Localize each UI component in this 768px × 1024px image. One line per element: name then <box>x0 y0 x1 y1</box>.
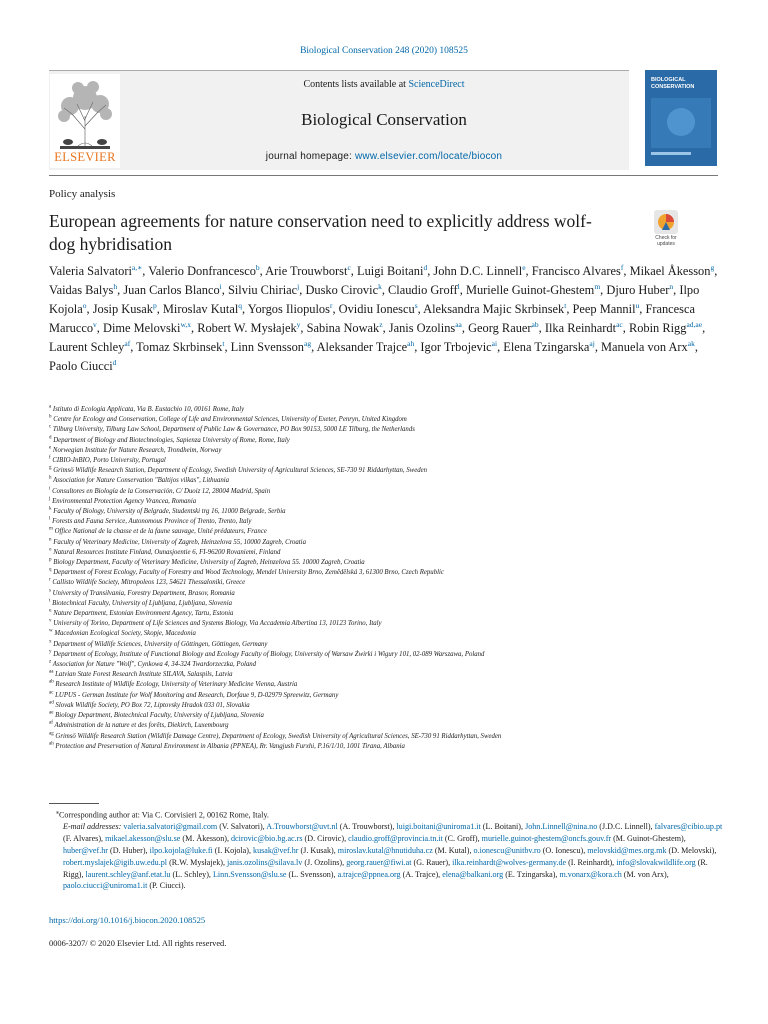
affiliation-item <box>49 405 729 415</box>
email-owner: (D. Cirovic) <box>302 834 345 844</box>
email-owner: (M. Åkesson) <box>180 834 227 844</box>
author-affiliation-mark[interactable]: b <box>255 262 260 272</box>
affiliation-text: Latvian State Forest Research Institute SILAVA, Salaspils, Latvia <box>53 671 233 679</box>
affiliation-item <box>49 609 729 619</box>
affiliation-item <box>49 680 729 690</box>
email-link[interactable]: ilka.reinhardt@wolves-germany.de <box>452 857 567 867</box>
affiliation-key: h <box>49 476 52 482</box>
affiliation-item <box>49 640 729 650</box>
affiliation-item <box>49 487 729 497</box>
email-link[interactable]: huber@vef.hr <box>63 846 108 856</box>
author-name[interactable]: Miroslav Kutal <box>162 301 239 316</box>
affiliation-text: Natural Resources Institute Finland, Ounasjoentie 6, FI-96200 Rovaniemi, Finland <box>51 548 281 556</box>
email-owner: (R.W. Mysłajek) <box>167 857 223 867</box>
contents-prefix: Contents lists available at <box>303 79 409 90</box>
affiliation-key: af <box>49 721 53 727</box>
author-name[interactable]: Dusko Cirovic <box>305 282 379 297</box>
author-name[interactable]: Francisco Alvares <box>531 264 621 278</box>
check-for-updates-badge[interactable] <box>646 210 686 250</box>
author-name[interactable]: Mikael Åkesson <box>629 264 711 278</box>
email-owner: (V. Salvatori) <box>217 822 263 832</box>
author-affiliation-mark[interactable]: t <box>222 338 225 348</box>
author-name[interactable]: Josip Kusak <box>92 301 153 316</box>
author-name[interactable]: Ilka Reinhardt <box>544 320 617 335</box>
email-link[interactable]: robert.myslajek@igib.uw.edu.pl <box>63 857 168 867</box>
affiliation-item <box>49 650 729 660</box>
email-link[interactable]: laurent.schley@anf.etat.lu <box>85 869 171 879</box>
author-affiliation-mark[interactable]: s <box>414 300 418 310</box>
affiliation-key: s <box>49 588 51 594</box>
author-affiliation-mark[interactable]: a,∗ <box>131 262 143 272</box>
badge-line2: updates <box>657 240 675 247</box>
email-owner: (D. Melovski) <box>666 846 715 856</box>
author-affiliation-mark[interactable]: z <box>379 319 383 329</box>
author-name[interactable]: Murielle Guinot-Ghestem <box>465 282 595 297</box>
affiliation-item <box>49 466 729 476</box>
email-link[interactable]: m.vonarx@kora.ch <box>559 869 622 879</box>
affiliation-text: Callisto Wildlife Society, Mitropoleos 123, 54621 Thessaloniki, Greece <box>50 579 246 587</box>
affiliation-text: Tilburg University, Tilburg Law School, Department of Public Law & Governance, PO Box 90153, 5000 LE Tilburg, the Netherlands <box>51 426 415 434</box>
email-owner: (M. von Arx) <box>621 869 667 879</box>
author-affiliation-mark[interactable]: w,x <box>180 319 191 329</box>
journal-title: Biological Conservation <box>301 110 467 129</box>
check-updates-icon <box>646 210 686 236</box>
author-affiliation-mark[interactable]: d <box>112 357 117 367</box>
author-affiliation-mark[interactable]: u <box>635 300 640 310</box>
email-owner: (L. Schley) <box>170 869 209 879</box>
author-name[interactable]: Luigi Boitani <box>357 264 424 278</box>
email-label: E-mail addresses: <box>63 822 124 832</box>
email-link[interactable]: melovskid@mes.org.mk <box>587 846 667 856</box>
affiliation-text: Association for Nature Conservation "Baltijos vilkas", Lithuania <box>51 477 230 485</box>
affiliation-text: Environmental Protection Agency Vrancea, Romania <box>50 497 197 505</box>
footnote-divider <box>49 803 99 804</box>
email-link[interactable]: kusak@vef.hr <box>253 846 299 856</box>
affiliation-key: ah <box>49 741 54 747</box>
affiliation-text: Protection and Preservation of Natural Environment in Albania (PPNEA), Rr. Vangjush Furxhi, P.16/1/10, 1001 Tirana, Albania <box>53 742 405 750</box>
email-link[interactable]: John.Linnell@nina.no <box>525 822 598 832</box>
author-name[interactable]: Linn Svensson <box>230 339 304 354</box>
affiliation-key: o <box>49 547 52 553</box>
affiliation-text: Biology Department, Faculty of Veterinary Medicine, University of Zagreb, Heinzelova 55. 10000 Zagreb, Croatia <box>51 559 365 567</box>
affiliation-text: Office National de la chasse et de la faune sauvage, Unité prédateurs, France <box>52 528 267 536</box>
author-affiliation-mark[interactable]: o <box>82 300 87 310</box>
affiliation-key: x <box>49 639 52 645</box>
affiliation-item <box>49 732 729 742</box>
email-link[interactable]: info@slovakwildlife.org <box>616 857 696 867</box>
email-owner: (J. Kusak) <box>298 846 334 856</box>
publisher-name: ELSEVIER <box>54 150 116 164</box>
author-affiliation-mark[interactable]: g <box>710 262 715 272</box>
affiliation-key: ag <box>49 731 54 737</box>
affiliation-item <box>49 558 729 568</box>
author-name[interactable]: Dime Melovski <box>103 320 181 335</box>
article-title: European agreements for nature conservation need to explicitly address wolf-dog hybridisation <box>49 211 592 254</box>
email-owner: (A. Trouwborst) <box>337 822 393 832</box>
affiliation-item <box>49 517 729 527</box>
affiliation-text: Association for Nature "Wolf", Cynkowa 4, 34-324 Twardorzeczka, Poland <box>51 661 257 669</box>
author-affiliation-mark[interactable]: ak <box>687 338 695 348</box>
author-name[interactable]: Laurent Schley <box>49 339 125 354</box>
email-link[interactable]: valeria.salvatori@gmail.com <box>123 822 218 832</box>
author-name[interactable]: Ilpo Kojola <box>49 282 700 316</box>
affiliation-key: j <box>49 496 51 502</box>
author-name[interactable]: Claudio Groff <box>388 282 458 297</box>
author-name[interactable]: Peep Mannil <box>572 301 636 316</box>
email-link[interactable]: georg.rauer@fiwi.at <box>346 857 412 867</box>
affiliation-text: Administration de la nature et des forêts, Diekirch, Luxembourg <box>52 722 229 730</box>
author-name[interactable]: Aleksander Trajce <box>316 339 408 354</box>
email-link[interactable]: miroslav.kutal@hnutiduha.cz <box>337 846 433 856</box>
affiliation-item <box>49 701 729 711</box>
email-owner: (F. Alvares) <box>63 834 102 844</box>
email-link[interactable]: janis.ozolins@silava.lv <box>227 857 303 867</box>
affiliation-text: Istituto di Ecologia Applicata, Via B. Eustachio 10, 00161 Rome, Italy <box>51 406 245 413</box>
author-affiliation-mark[interactable]: d <box>423 262 428 272</box>
affiliation-item <box>49 436 729 446</box>
affiliation-text: Norwegian Institute for Nature Research, Trondheim, Norway <box>51 446 222 454</box>
email-owner: (O. Ionescu) <box>540 846 584 856</box>
author-affiliation-mark[interactable]: f <box>620 262 624 272</box>
header-divider <box>49 175 718 176</box>
email-link[interactable]: dcirovic@bio.bg.ac.rs <box>231 834 303 844</box>
author-affiliation-mark[interactable]: j <box>297 281 300 291</box>
author-name[interactable]: Vaidas Balys <box>49 282 114 297</box>
email-owner: (P. Ciucci). <box>147 881 186 891</box>
author-name[interactable]: Robert W. Mysłajek <box>197 320 297 335</box>
affiliation-item <box>49 721 729 731</box>
author-affiliation-mark[interactable]: aa <box>455 319 462 329</box>
author-name[interactable]: Georg Rauer <box>468 320 532 335</box>
journal-cover-thumbnail[interactable] <box>645 70 717 166</box>
author-affiliation-mark[interactable]: l <box>457 281 460 291</box>
author-affiliation-mark[interactable]: t <box>564 300 567 310</box>
affiliation-text: University of Torino, Department of Life Sciences and Systems Biology, Via Accademia Albertina 13, 10123 Torino, Italy <box>51 620 382 628</box>
affiliation-text: Biology Department, Biotechnical Faculty, University of Ljubljana, Slovenia <box>53 712 264 720</box>
author-name[interactable]: Ovidiu Ionescu <box>338 301 415 316</box>
email-owner: (I. Reinhardt) <box>566 857 613 867</box>
affiliation-key: a <box>49 404 52 410</box>
email-addresses <box>49 821 729 892</box>
badge-label <box>646 236 686 247</box>
author-name[interactable]: Elena Tzingarska <box>503 339 590 354</box>
author-name[interactable]: Silviu Chiriac <box>227 282 298 297</box>
author-affiliation-mark[interactable]: n <box>669 281 674 291</box>
affiliation-item <box>49 568 729 578</box>
author-affiliation-mark[interactable]: q <box>238 300 243 310</box>
affiliation-key: l <box>49 516 51 522</box>
affiliation-item <box>49 415 729 425</box>
email-link[interactable]: murielle.guinot-ghestem@oncfs.gouv.fr <box>481 834 612 844</box>
affiliation-text: Centre for Ecology and Conservation, College of Life and Environmental Sciences, University of Exeter, Penryn, United Kingdom <box>51 416 407 424</box>
affiliation-key: aa <box>49 670 54 676</box>
author-affiliation-mark[interactable]: i <box>219 281 222 291</box>
email-owner: (A. Trajce) <box>400 869 439 879</box>
affiliation-item <box>49 507 729 517</box>
affiliation-key: i <box>49 486 51 492</box>
author-name[interactable]: Robin Rigg <box>628 320 687 335</box>
email-link[interactable]: elena@balkani.org <box>442 869 504 879</box>
author-name[interactable]: Sabina Nowak <box>306 320 380 335</box>
affiliation-key: z <box>49 659 52 665</box>
affiliation-text: Forests and Fauna Service, Autonomous Province of Trento, Trento, Italy <box>50 518 252 526</box>
affiliation-key: e <box>49 445 52 451</box>
email-owner: (R. Rigg) <box>63 857 708 879</box>
affiliation-text: Faculty of Veterinary Medicine, University of Zagreb, Heinzelova 55, 10000 Zagreb, Croatia <box>51 538 306 546</box>
author-affiliation-mark[interactable]: y <box>296 319 301 329</box>
email-link[interactable]: mikael.akesson@slu.se <box>105 834 181 844</box>
affiliation-text: Macedonian Ecological Society, Skopje, Macedonia <box>52 630 196 638</box>
email-link[interactable]: Linn.Svensson@slu.se <box>212 869 287 879</box>
email-link[interactable]: o.ionescu@unitbv.ro <box>473 846 541 856</box>
affiliation-text: Department of Ecology, Institute of Functional Biology and Ecology Faculty of Biology, University of Warsaw Żwirki i Wigury 101, 02-089 Warszawa, Poland <box>51 650 485 658</box>
affiliation-item <box>49 456 729 466</box>
author-name[interactable]: Yorgos Iliopulos <box>247 301 330 316</box>
journal-reference[interactable]: Biological Conservation 248 (2020) 108525 <box>300 46 468 56</box>
email-owner: (M. Guinot-Ghestem) <box>611 834 684 844</box>
author-name[interactable]: Paolo Ciucci <box>49 358 113 373</box>
affiliation-text: Grimsö Wildlife Research Station, Department of Ecology, Swedish University of Agricultural Sciences, SE-730 91 Riddarhyttan, Sweden <box>51 467 428 475</box>
author-affiliation-mark[interactable]: h <box>113 281 118 291</box>
affiliation-item <box>49 578 729 588</box>
affiliation-text: Department of Biology and Biotechnologies, Sapienza University of Rome, Rome, Italy <box>51 436 290 444</box>
affiliation-item <box>49 660 729 670</box>
affiliation-text: Slovak Wildlife Society, PO Box 72, Liptovsky Hradok 033 01, Slovakia <box>53 701 250 709</box>
affiliation-key: ac <box>49 690 54 696</box>
affiliation-key: m <box>49 527 53 533</box>
author-name[interactable]: Aleksandra Majic Skrbinsek <box>423 301 565 316</box>
author-name[interactable]: Juan Carlos Blanco <box>123 282 220 297</box>
email-owner: (C. Groff) <box>442 834 478 844</box>
footnotes <box>49 808 729 892</box>
author-affiliation-mark[interactable]: r <box>329 300 333 310</box>
homepage-prefix: journal homepage: <box>265 151 356 162</box>
affiliation-item <box>49 711 729 721</box>
email-link[interactable]: a.trajce@ppnea.org <box>337 869 401 879</box>
author-affiliation-mark[interactable]: v <box>93 319 97 329</box>
author-name[interactable]: John D.C. Linnell <box>433 264 523 278</box>
affiliation-key: ab <box>49 680 54 686</box>
email-link[interactable]: luigi.boitani@uniroma1.it <box>396 822 481 832</box>
author-affiliation-mark[interactable]: ag <box>304 338 312 348</box>
affiliation-key: r <box>49 578 51 584</box>
email-owner: (E. Tzingarska) <box>503 869 556 879</box>
sciencedirect-link[interactable]: ScienceDirect <box>408 79 465 90</box>
author-affiliation-mark[interactable]: af <box>124 338 131 348</box>
email-owner: (M. Kutal) <box>432 846 470 856</box>
affiliation-item <box>49 527 729 537</box>
affiliation-key: t <box>49 598 51 604</box>
affiliation-key: p <box>49 557 52 563</box>
homepage-link[interactable]: www.elsevier.com/locate/biocon <box>355 151 503 162</box>
author-affiliation-mark[interactable]: e <box>522 262 526 272</box>
email-owner: (J.D.C. Linnell) <box>597 822 651 832</box>
affiliation-text: Biotechnical Faculty, University of Ljubljana, Ljubljana, Slovenia <box>50 599 232 607</box>
affiliation-item <box>49 619 729 629</box>
author-name[interactable]: Manuela von Arx <box>601 339 688 354</box>
affiliation-key: u <box>49 608 52 614</box>
author-name[interactable]: Valerio Donfrancesco <box>148 264 256 278</box>
affiliation-item <box>49 670 729 680</box>
affiliation-text: Grimsö Wildlife Research Station (Wildlife Damage Centre), Department of Ecology, Swedish University of Agricultural Sciences, SE-730 91 Riddarhyttan, Sweden <box>53 732 502 740</box>
cover-title: BIOLOGICAL CONSERVATION <box>651 77 695 90</box>
email-link[interactable]: A.Trouwborst@uvt.nl <box>266 822 338 832</box>
affiliation-text: University of Transilvania, Forestry Department, Brasov, Romania <box>50 589 235 597</box>
affiliation-item <box>49 742 729 752</box>
affiliation-key: q <box>49 567 52 573</box>
author-affiliation-mark[interactable]: ab <box>531 319 539 329</box>
affiliation-item <box>49 548 729 558</box>
issn-copyright: 0006-3207/ © 2020 Elsevier Ltd. All rights reserved. <box>49 939 227 948</box>
author-name[interactable]: Francesca Marucco <box>49 301 696 335</box>
author-affiliation-mark[interactable]: p <box>152 300 157 310</box>
affiliation-key: n <box>49 537 52 543</box>
affiliation-text: CIBIO-InBIO, Porto University, Portugal <box>50 457 166 465</box>
author-affiliation-mark[interactable]: ad,ae <box>686 319 703 329</box>
author-affiliation-mark[interactable]: ac <box>616 319 623 329</box>
affiliation-text: Nature Department, Estonian Environment Agency, Tartu, Estonia <box>51 610 234 618</box>
email-list: valeria.salvatori@gmail.com (V. Salvatori), A.Trouwborst@uvt.nl (A. Trouwborst), luigi.boitani@uniroma1.it (L. Boitani), John.Linnell@nina.no (J.D.C. Linnell), falvares@cibio.up.pt (F. Alvares), mikael.akesson@slu.se (M. Åkesson), dcirovic@bio.bg.ac.rs (D. Cirovic), claudio.groff@provincia.tn.it (C. Groff), murielle.guinot-ghestem@oncfs.gouv.fr (M. Guinot-Ghestem), huber@vef.hr (D. Huber), ilpo.kojola@luke.fi (I. Kojola), kusak@vef.hr (J. Kusak), miroslav.kutal@hnutiduha.cz (M. Kutal), o.ionescu@unitbv.ro (O. Ionescu), melovskid@mes.org.mk (D. Melovski), robert.myslajek@igib.uw.edu.pl (R.W. Mysłajek), janis.ozolins@silava.lv (J. Ozolins), georg.rauer@fiwi.at (G. Rauer), ilka.reinhardt@wolves-germany.de (I. Reinhardt), info@slovakwildlife.org (R. Rigg), laurent.schley@anf.etat.lu (L. Schley), Linn.Svensson@slu.se (L. Svensson), a.trajce@ppnea.org (A. Trajce), elena@balkani.org (E. Tzingarska), m.vonarx@kora.ch (M. von Arx), paolo.ciucci@uniroma1.it (P. Ciucci). <box>63 822 723 891</box>
email-owner: (D. Huber) <box>107 846 146 856</box>
author-name[interactable]: Tomaz Skrbinsek <box>136 339 223 354</box>
affiliation-key: w <box>49 629 53 635</box>
affiliation-key: v <box>49 619 52 624</box>
affiliation-item <box>49 538 729 548</box>
email-link[interactable]: paolo.ciucci@uniroma1.it <box>63 881 148 891</box>
affiliation-text: LUPUS - German Institute for Wolf Monitoring and Research, Dorfaue 9, D-02979 Spreewitz, Germany <box>53 691 339 699</box>
affiliation-text: Research Institute of Wildlife Ecology, University of Veterinary Medicine Vienna, Austria <box>53 681 298 689</box>
author-affiliation-mark[interactable]: aj <box>589 338 595 348</box>
corresponding-mark: ⁎ <box>56 810 59 816</box>
author-list: Valeria Salvatori$^{a,∗}$, Valerio Donfrancesco$^b$, Arie Trouwborst$^c$, Luigi Boitani$^d$, John D.C. Linnell$^e$, Francisco Alvares$^f$, Mikael Åkesson$^g$, Vaidas Balys$^h$, Juan Carlos Blanco$^i$, Silviu Chiriac$^j$, Dusko Cirovic$^k$, Claudio Groff$^l$, Murielle Guinot-Ghestem$^m$, Djuro Huber$^n$, Ilpo Kojola$^o$, Josip Kusak$^p$, Miroslav Kutal$^q$, Yorgos Iliopulos$^r$, Ovidiu Ionescu$^s$, Aleksandra Majic Skrbinsek$^t$, Peep Mannil$^u$, Francesca Marucco$^v$, Dime Melovski$^{w,x}$, Robert W. Mysłajek$^y$, Sabina Nowak$^z$, Janis Ozolins$^{aa}$, Georg Rauer$^{ab}$, Ilka Reinhardt$^{ac}$, Robin Rigg$^{ad,ae}$, Laurent Schley$^{af}$, Tomaz Skrbinsek$^t$, Linn Svensson$^{ag}$, Aleksander Trajce$^{ah}$, Igor Trbojevic$^{ai}$, Elena Tzingarska$^{aj}$, Manuela von Arx$^{ak}$, Paolo Ciucci$^d$ <box>49 262 718 373</box>
article-section: Policy analysis <box>49 188 116 200</box>
affiliation-key: b <box>49 414 52 420</box>
affiliation-text: Department of Forest Ecology, Faculty of Forestry and Wood Technology, Mendel University Brno, Zemědělská 3, 61300 Brno, Czech Republic <box>51 569 444 577</box>
author-name[interactable]: Djuro Huber <box>606 282 670 297</box>
affiliation-key: ae <box>49 710 54 716</box>
cover-art-icon <box>645 70 717 166</box>
affiliation-key: d <box>49 435 52 441</box>
corresponding-text: Corresponding author at: Via C. Corvisieri 2, 00162 Rome, Italy. <box>59 810 269 820</box>
affiliation-key: f <box>49 455 51 461</box>
affiliation-key: c <box>49 425 52 431</box>
email-link[interactable]: ilpo.kojola@luke.fi <box>149 846 213 856</box>
author-name[interactable]: Arie Trouwborst <box>265 264 348 278</box>
affiliation-item <box>49 589 729 599</box>
affiliation-list <box>49 405 729 752</box>
email-owner: (I. Kojola) <box>212 846 249 856</box>
email-link[interactable]: claudio.groff@provincia.tn.it <box>348 834 443 844</box>
email-owner: (L. Svensson) <box>286 869 334 879</box>
author-name[interactable]: Valeria Salvatori <box>49 264 132 278</box>
affiliation-item <box>49 446 729 456</box>
author-name[interactable]: Janis Ozolins <box>388 320 456 335</box>
affiliation-item <box>49 425 729 435</box>
email-owner: (G. Rauer) <box>411 857 449 867</box>
affiliation-key: y <box>49 649 52 655</box>
affiliation-text: Department of Wildlife Sciences, University of Göttingen, Göttingen, Germany <box>51 640 268 648</box>
author-affiliation-mark[interactable]: ai <box>491 338 498 348</box>
affiliation-key: ad <box>49 700 54 706</box>
email-owner: (L. Boitani) <box>480 822 522 832</box>
badge-line1: Check for <box>655 235 677 241</box>
author-name[interactable]: Igor Trbojevic <box>420 339 492 354</box>
corresponding-author-note <box>49 808 729 821</box>
affiliation-item <box>49 497 729 507</box>
affiliation-item <box>49 599 729 609</box>
email-link[interactable]: falvares@cibio.up.pt <box>654 822 723 832</box>
author-affiliation-mark[interactable]: k <box>378 281 382 291</box>
affiliation-item <box>49 629 729 639</box>
affiliation-text: Faculty of Biology, University of Belgrade, Studentski trg 16, 11000 Belgrade, Serbia <box>51 508 286 516</box>
affiliation-item <box>49 476 729 486</box>
affiliation-text: Consultores en Biología de la Conservación, C/ Duoiz 12, 28004 Madrid, Spain <box>50 487 271 495</box>
affiliation-key: g <box>49 465 52 471</box>
author-affiliation-mark[interactable]: c <box>347 262 351 272</box>
author-affiliation-mark[interactable]: m <box>594 281 601 291</box>
email-owner: (J. Ozolins) <box>302 857 343 867</box>
affiliation-key: k <box>49 506 52 512</box>
doi-link[interactable]: https://doi.org/10.1016/j.biocon.2020.108525 <box>49 915 206 925</box>
affiliation-item <box>49 691 729 701</box>
author-affiliation-mark[interactable]: ah <box>407 338 415 348</box>
